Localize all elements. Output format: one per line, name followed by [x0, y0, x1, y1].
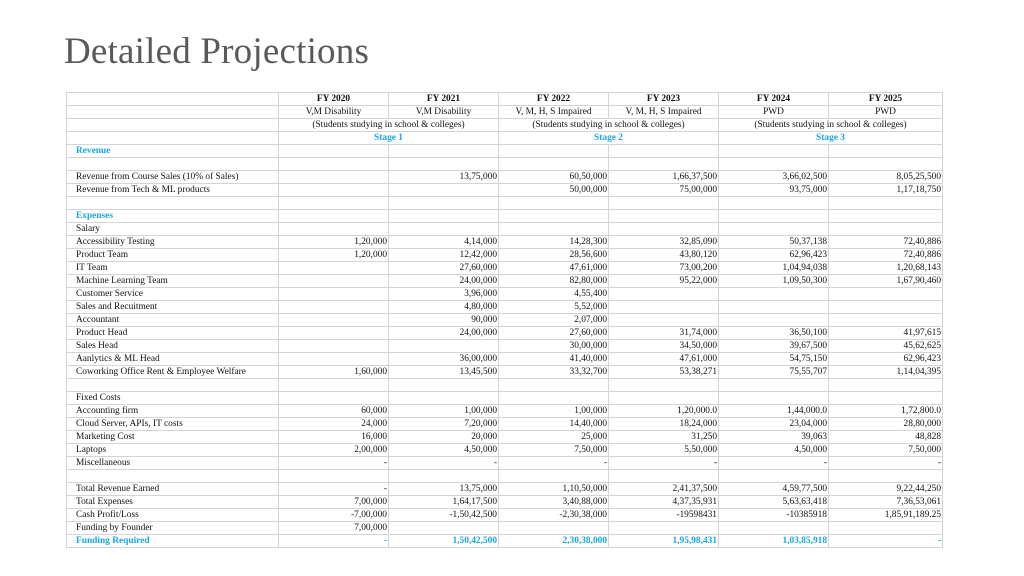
row-label: Funding Required [67, 535, 279, 548]
revenue-section-label: Revenue [67, 145, 279, 158]
value-cell-fy-2025 [829, 314, 943, 327]
empty-cell [67, 197, 279, 210]
it-team-row [67, 262, 943, 275]
value-cell-fy-2023: 43,80,120 [609, 249, 719, 262]
value-cell-fy-2025: 72,40,886 [829, 236, 943, 249]
stage-label-cell [67, 132, 279, 145]
value-cell-fy-2021: 3,96,000 [389, 288, 499, 301]
value-cell-fy-2022: 27,60,000 [499, 327, 609, 340]
empty-cell [389, 158, 499, 171]
value-cell-fy-2024: 3,66,02,500 [719, 171, 829, 184]
value-cell-fy-2025: 62,96,423 [829, 353, 943, 366]
empty-cell [499, 470, 609, 483]
value-cell-fy-2025: 41,97,615 [829, 327, 943, 340]
page-title: Detailed Projections [64, 31, 370, 72]
value-cell-fy-2020: -7,00,000 [279, 509, 389, 522]
stage-2: Stage 2 [499, 132, 719, 145]
row-label: Sales Head [67, 340, 279, 353]
empty-cell [389, 392, 499, 405]
empty-cell [279, 145, 389, 158]
empty-cell [829, 379, 943, 392]
value-cell-fy-2023: 31,250 [609, 431, 719, 444]
value-cell-fy-2024: 5,63,63,418 [719, 496, 829, 509]
value-cell-fy-2021: 7,20,000 [389, 418, 499, 431]
empty-cell [279, 470, 389, 483]
row-label: Sales and Recuitment [67, 301, 279, 314]
value-cell-fy-2022: 1,00,000 [499, 405, 609, 418]
empty-cell [389, 145, 499, 158]
value-cell-fy-2025: - [829, 457, 943, 470]
description-row [67, 119, 943, 132]
empty-cell [609, 210, 719, 223]
value-cell-fy-2023: 1,95,98,431 [609, 535, 719, 548]
fixed-costs-section [67, 392, 943, 405]
row-label: Marketing Cost [67, 431, 279, 444]
year-fy2020: FY 2020 [279, 93, 389, 106]
value-cell-fy-2020: - [279, 535, 389, 548]
value-cell-fy-2025 [829, 522, 943, 535]
corner-cell [67, 93, 279, 106]
value-cell-fy-2024: 54,75,150 [719, 353, 829, 366]
value-cell-fy-2020: 7,00,000 [279, 496, 389, 509]
sales-head-row [67, 340, 943, 353]
value-cell-fy-2021: 13,75,000 [389, 483, 499, 496]
value-cell-fy-2022: 33,32,700 [499, 366, 609, 379]
row-label: Accounting firm [67, 405, 279, 418]
value-cell-fy-2025: 1,17,18,750 [829, 184, 943, 197]
empty-cell [609, 223, 719, 236]
row-label: Accessibility Testing [67, 236, 279, 249]
spacer-row [67, 158, 943, 171]
empty-cell [499, 223, 609, 236]
miscellaneous-row [67, 457, 943, 470]
value-cell-fy-2021: 4,50,000 [389, 444, 499, 457]
row-label: Product Team [67, 249, 279, 262]
value-cell-fy-2024: 4,50,000 [719, 444, 829, 457]
value-cell-fy-2023 [609, 288, 719, 301]
empty-cell [67, 158, 279, 171]
value-cell-fy-2024 [719, 301, 829, 314]
value-cell-fy-2022: 60,50,000 [499, 171, 609, 184]
machine-learning-team-row [67, 275, 943, 288]
value-cell-fy-2022: -2,30,38,000 [499, 509, 609, 522]
empty-cell [829, 158, 943, 171]
value-cell-fy-2021: -1,50,42,500 [389, 509, 499, 522]
value-cell-fy-2021 [389, 184, 499, 197]
group-fy2024: PWD [719, 106, 829, 119]
value-cell-fy-2024: 1,03,85,918 [719, 535, 829, 548]
empty-cell [719, 145, 829, 158]
value-cell-fy-2024: 50,37,138 [719, 236, 829, 249]
empty-cell [67, 379, 279, 392]
value-cell-fy-2022: 3,40,88,000 [499, 496, 609, 509]
description-label-cell [67, 119, 279, 132]
coworking-office-rent-employee-welfare-row [67, 366, 943, 379]
row-label: Total Expenses [67, 496, 279, 509]
value-cell-fy-2020 [279, 340, 389, 353]
total-expenses-row [67, 496, 943, 509]
value-cell-fy-2024 [719, 314, 829, 327]
value-cell-fy-2025: 1,85,91,189.25 [829, 509, 943, 522]
value-cell-fy-2024: 39,67,500 [719, 340, 829, 353]
empty-cell [719, 392, 829, 405]
year-fy2025: FY 2025 [829, 93, 943, 106]
value-cell-fy-2024: 93,75,000 [719, 184, 829, 197]
value-cell-fy-2024 [719, 522, 829, 535]
year-fy2024: FY 2024 [719, 93, 829, 106]
description-stage3: (Students studying in school & colleges) [719, 119, 943, 132]
value-cell-fy-2020: 7,00,000 [279, 522, 389, 535]
fixed-costs-section-label: Fixed Costs [67, 392, 279, 405]
salary-section [67, 223, 943, 236]
revenue-from-tech-ml-products-row [67, 184, 943, 197]
aanlytics-ml-head-row [67, 353, 943, 366]
value-cell-fy-2025: 1,20,68,143 [829, 262, 943, 275]
value-cell-fy-2020: 2,00,000 [279, 444, 389, 457]
value-cell-fy-2025: 48,828 [829, 431, 943, 444]
funding-required-row [67, 535, 943, 548]
row-label: Machine Learning Team [67, 275, 279, 288]
value-cell-fy-2021: 12,42,000 [389, 249, 499, 262]
value-cell-fy-2022: 50,00,000 [499, 184, 609, 197]
row-label: Product Head [67, 327, 279, 340]
value-cell-fy-2023 [609, 314, 719, 327]
value-cell-fy-2022: - [499, 457, 609, 470]
row-label: Aanlytics & ML Head [67, 353, 279, 366]
empty-cell [279, 223, 389, 236]
group-fy2025: PWD [829, 106, 943, 119]
value-cell-fy-2025: 1,72,800.0 [829, 405, 943, 418]
value-cell-fy-2022: 7,50,000 [499, 444, 609, 457]
empty-cell [499, 210, 609, 223]
value-cell-fy-2021: 27,60,000 [389, 262, 499, 275]
empty-cell [609, 158, 719, 171]
value-cell-fy-2022: 25,000 [499, 431, 609, 444]
value-cell-fy-2022: 14,40,000 [499, 418, 609, 431]
value-cell-fy-2022: 2,07,000 [499, 314, 609, 327]
value-cell-fy-2024: 62,96,423 [719, 249, 829, 262]
value-cell-fy-2022: 28,56,600 [499, 249, 609, 262]
empty-cell [389, 210, 499, 223]
value-cell-fy-2020 [279, 262, 389, 275]
value-cell-fy-2024: - [719, 457, 829, 470]
accounting-firm-row [67, 405, 943, 418]
empty-cell [609, 197, 719, 210]
value-cell-fy-2020 [279, 184, 389, 197]
value-cell-fy-2024 [719, 288, 829, 301]
value-cell-fy-2020 [279, 301, 389, 314]
value-cell-fy-2023: 31,74,000 [609, 327, 719, 340]
row-label: Customer Service [67, 288, 279, 301]
value-cell-fy-2023: 34,50,000 [609, 340, 719, 353]
value-cell-fy-2021: 36,00,000 [389, 353, 499, 366]
projections-table [66, 92, 943, 548]
revenue-section [67, 145, 943, 158]
empty-cell [389, 197, 499, 210]
group-fy2021: V,M Disability [389, 106, 499, 119]
empty-cell [609, 145, 719, 158]
value-cell-fy-2023: 53,38,271 [609, 366, 719, 379]
value-cell-fy-2023: 4,37,35,931 [609, 496, 719, 509]
empty-cell [829, 392, 943, 405]
value-cell-fy-2022 [499, 522, 609, 535]
value-cell-fy-2024: 23,04,000 [719, 418, 829, 431]
group-row [67, 106, 943, 119]
empty-cell [279, 210, 389, 223]
year-fy2023: FY 2023 [609, 93, 719, 106]
value-cell-fy-2024: 1,44,000.0 [719, 405, 829, 418]
value-cell-fy-2020 [279, 288, 389, 301]
value-cell-fy-2023: 47,61,000 [609, 353, 719, 366]
value-cell-fy-2023: 1,20,000.0 [609, 405, 719, 418]
value-cell-fy-2021: 90,000 [389, 314, 499, 327]
value-cell-fy-2021: 24,00,000 [389, 327, 499, 340]
value-cell-fy-2020: - [279, 457, 389, 470]
value-cell-fy-2020: 1,60,000 [279, 366, 389, 379]
empty-cell [829, 145, 943, 158]
value-cell-fy-2023: 32,85,090 [609, 236, 719, 249]
empty-cell [609, 470, 719, 483]
empty-cell [389, 470, 499, 483]
value-cell-fy-2022: 14,28,300 [499, 236, 609, 249]
value-cell-fy-2021: 4,14,000 [389, 236, 499, 249]
cloud-server-apis-it-costs-row [67, 418, 943, 431]
value-cell-fy-2022: 82,80,000 [499, 275, 609, 288]
value-cell-fy-2022: 41,40,000 [499, 353, 609, 366]
empty-cell [719, 470, 829, 483]
value-cell-fy-2025: 1,14,04,395 [829, 366, 943, 379]
expenses-section [67, 210, 943, 223]
value-cell-fy-2024: 36,50,100 [719, 327, 829, 340]
value-cell-fy-2023: 2,41,37,500 [609, 483, 719, 496]
row-label: Coworking Office Rent & Employee Welfare [67, 366, 279, 379]
value-cell-fy-2020 [279, 353, 389, 366]
accountant-row [67, 314, 943, 327]
row-label: Laptops [67, 444, 279, 457]
row-label: Cash Profit/Loss [67, 509, 279, 522]
empty-cell [829, 470, 943, 483]
empty-cell [279, 197, 389, 210]
value-cell-fy-2021: 4,80,000 [389, 301, 499, 314]
empty-cell [499, 145, 609, 158]
year-fy2022: FY 2022 [499, 93, 609, 106]
year-fy2021: FY 2021 [389, 93, 499, 106]
value-cell-fy-2024: -10385918 [719, 509, 829, 522]
value-cell-fy-2021: 20,000 [389, 431, 499, 444]
sales-and-recuitment-row [67, 301, 943, 314]
value-cell-fy-2023 [609, 522, 719, 535]
value-cell-fy-2020 [279, 171, 389, 184]
value-cell-fy-2020: 1,20,000 [279, 236, 389, 249]
funding-by-founder-row [67, 522, 943, 535]
value-cell-fy-2021 [389, 340, 499, 353]
empty-cell [389, 379, 499, 392]
value-cell-fy-2023: 1,66,37,500 [609, 171, 719, 184]
empty-cell [829, 210, 943, 223]
value-cell-fy-2025: 7,36,53,061 [829, 496, 943, 509]
description-stage1: (Students studying in school & colleges) [279, 119, 499, 132]
stage-3: Stage 3 [719, 132, 943, 145]
row-label: Accountant [67, 314, 279, 327]
description-stage2: (Students studying in school & colleges) [499, 119, 719, 132]
product-head-row [67, 327, 943, 340]
group-label-cell [67, 106, 279, 119]
empty-cell [499, 158, 609, 171]
salary-section-label: Salary [67, 223, 279, 236]
value-cell-fy-2020: - [279, 483, 389, 496]
value-cell-fy-2020 [279, 314, 389, 327]
empty-cell [609, 379, 719, 392]
empty-cell [719, 379, 829, 392]
value-cell-fy-2023 [609, 301, 719, 314]
year-header-row [67, 93, 943, 106]
group-fy2022: V, M, H, S Impaired [499, 106, 609, 119]
stage-row [67, 132, 943, 145]
row-label: Revenue from Course Sales (10% of Sales) [67, 171, 279, 184]
value-cell-fy-2024: 39,063 [719, 431, 829, 444]
row-label: Funding by Founder [67, 522, 279, 535]
empty-cell [829, 197, 943, 210]
value-cell-fy-2021 [389, 522, 499, 535]
group-fy2020: V,M Disability [279, 106, 389, 119]
empty-cell [279, 392, 389, 405]
value-cell-fy-2023: 75,00,000 [609, 184, 719, 197]
value-cell-fy-2025 [829, 288, 943, 301]
value-cell-fy-2025: 72,40,886 [829, 249, 943, 262]
value-cell-fy-2023: - [609, 457, 719, 470]
value-cell-fy-2025: 1,67,90,460 [829, 275, 943, 288]
value-cell-fy-2024: 1,09,50,300 [719, 275, 829, 288]
value-cell-fy-2020: 60,000 [279, 405, 389, 418]
empty-cell [829, 223, 943, 236]
empty-cell [719, 197, 829, 210]
value-cell-fy-2025: 45,62,625 [829, 340, 943, 353]
marketing-cost-row [67, 431, 943, 444]
value-cell-fy-2025: 7,50,000 [829, 444, 943, 457]
stage-1: Stage 1 [279, 132, 499, 145]
value-cell-fy-2022: 30,00,000 [499, 340, 609, 353]
value-cell-fy-2022: 47,61,000 [499, 262, 609, 275]
accessibility-testing-row [67, 236, 943, 249]
row-label: IT Team [67, 262, 279, 275]
empty-cell [719, 158, 829, 171]
cash-profit-loss-row [67, 509, 943, 522]
empty-cell [499, 197, 609, 210]
empty-cell [719, 223, 829, 236]
empty-cell [279, 379, 389, 392]
value-cell-fy-2025: 28,80,000 [829, 418, 943, 431]
value-cell-fy-2020: 1,20,000 [279, 249, 389, 262]
row-label: Cloud Server, APIs, IT costs [67, 418, 279, 431]
value-cell-fy-2021: - [389, 457, 499, 470]
value-cell-fy-2022: 4,55,400 [499, 288, 609, 301]
customer-service-row [67, 288, 943, 301]
row-label: Revenue from Tech & ML products [67, 184, 279, 197]
value-cell-fy-2021: 13,45,500 [389, 366, 499, 379]
value-cell-fy-2025 [829, 301, 943, 314]
product-team-row [67, 249, 943, 262]
value-cell-fy-2021: 1,50,42,500 [389, 535, 499, 548]
value-cell-fy-2021: 13,75,000 [389, 171, 499, 184]
row-label: Miscellaneous [67, 457, 279, 470]
value-cell-fy-2023: 73,00,200 [609, 262, 719, 275]
value-cell-fy-2022: 2,30,38,000 [499, 535, 609, 548]
value-cell-fy-2020: 16,000 [279, 431, 389, 444]
value-cell-fy-2020 [279, 275, 389, 288]
revenue-from-course-sales-10-of-sales-row [67, 171, 943, 184]
value-cell-fy-2025: 8,05,25,500 [829, 171, 943, 184]
row-label: Total Revenue Earned [67, 483, 279, 496]
value-cell-fy-2021: 1,64,17,500 [389, 496, 499, 509]
value-cell-fy-2022: 5,52,000 [499, 301, 609, 314]
empty-cell [719, 210, 829, 223]
value-cell-fy-2025: - [829, 535, 943, 548]
value-cell-fy-2020 [279, 327, 389, 340]
empty-cell [279, 158, 389, 171]
value-cell-fy-2025: 9,22,44,250 [829, 483, 943, 496]
value-cell-fy-2024: 75,55,707 [719, 366, 829, 379]
laptops-row [67, 444, 943, 457]
value-cell-fy-2023: 5,50,000 [609, 444, 719, 457]
total-revenue-earned-row [67, 483, 943, 496]
value-cell-fy-2024: 1,04,94,038 [719, 262, 829, 275]
spacer-row [67, 379, 943, 392]
value-cell-fy-2021: 24,00,000 [389, 275, 499, 288]
empty-cell [67, 470, 279, 483]
expenses-section-label: Expenses [67, 210, 279, 223]
value-cell-fy-2021: 1,00,000 [389, 405, 499, 418]
value-cell-fy-2023: 95,22,000 [609, 275, 719, 288]
value-cell-fy-2023: 18,24,000 [609, 418, 719, 431]
empty-cell [499, 379, 609, 392]
projections-table-body [67, 93, 943, 548]
value-cell-fy-2022: 1,10,50,000 [499, 483, 609, 496]
value-cell-fy-2023: -19598431 [609, 509, 719, 522]
empty-cell [389, 223, 499, 236]
empty-cell [609, 392, 719, 405]
value-cell-fy-2024: 4,59,77,500 [719, 483, 829, 496]
spacer-row [67, 197, 943, 210]
value-cell-fy-2020: 24,000 [279, 418, 389, 431]
empty-cell [499, 392, 609, 405]
group-fy2023: V, M, H, S Impaired [609, 106, 719, 119]
spacer-row [67, 470, 943, 483]
